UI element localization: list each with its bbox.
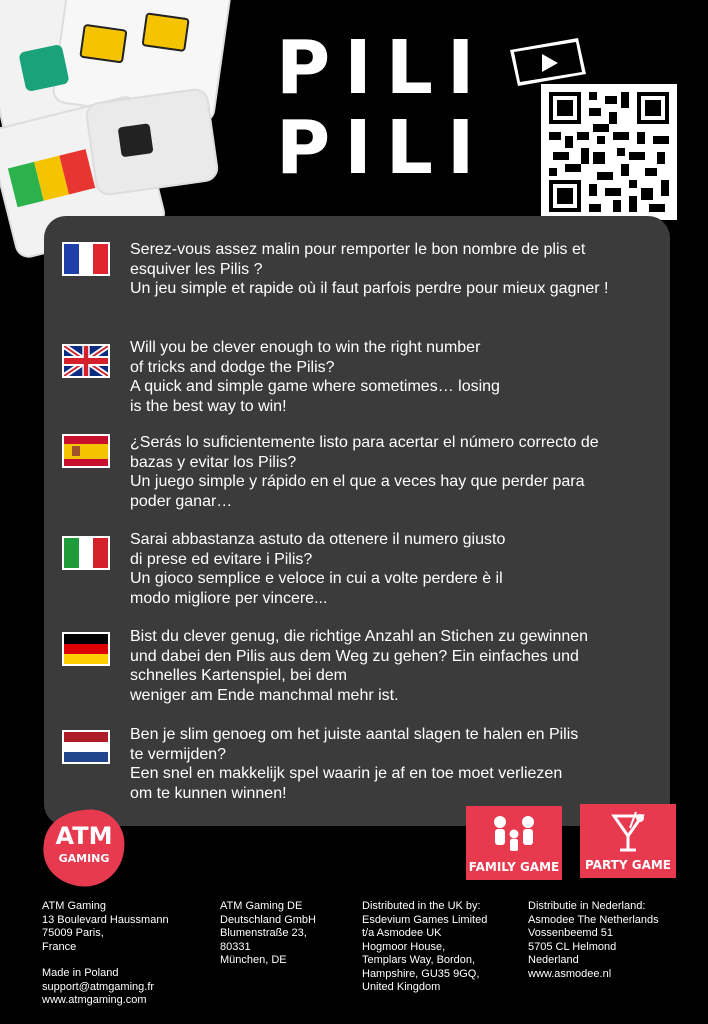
text-line: om te kunnen winnen! [130, 784, 287, 802]
footer-contact [42, 967, 154, 1008]
footer-atm-address [42, 900, 169, 954]
text-line: Sarai abbastanza astuto da ottenere il numero giusto [130, 531, 506, 548]
flag-netherlands-icon [62, 730, 110, 764]
qr-code[interactable] [541, 84, 677, 220]
address-line: t/a Asmodee UK [362, 927, 442, 939]
text-line: ¿Serás lo suficientemente listo para acertar el número correcto de [130, 434, 599, 451]
text-line: und dabei den Pilis aus dem Weg zu gehen? Ein einfaches und [130, 647, 579, 665]
address-line: Asmodee The Netherlands [528, 913, 659, 926]
text-line: weniger am Ende manchmal mehr ist. [130, 686, 399, 704]
logo-text-atm: ATM [55, 822, 113, 850]
game-title [276, 25, 489, 198]
address-line: Esdevium Games Limited [362, 913, 488, 926]
footer-uk-address [362, 900, 487, 995]
family-game-badge [466, 806, 562, 880]
family-game-label: FAMILY GAME [468, 860, 560, 874]
address-line: München, DE [220, 954, 287, 966]
flag-italy-icon [62, 536, 110, 570]
address-line: Hogmoor House, [362, 940, 446, 953]
footer-de-address [220, 900, 316, 968]
text-line: te vermijden? [130, 745, 227, 763]
made-in-text: Made in Poland [42, 967, 119, 979]
website-link[interactable]: www.atmgaming.com [42, 994, 147, 1006]
title-line-2: PILI [276, 105, 489, 191]
description-en [130, 338, 660, 416]
logo-text-gaming: GAMING [58, 852, 110, 865]
family-icon [466, 812, 562, 860]
text-line: Bist du clever genug, die richtige Anzahl an Stichen zu gewinnen [130, 628, 589, 645]
text-line: Un gioco semplice e veloce in cui a volte perdere è il [130, 570, 503, 587]
address-line: Distributie in Nederland: [528, 900, 646, 912]
game-card-decoration [84, 87, 220, 197]
text-line: of tricks and dodge the Pilis? [130, 358, 335, 376]
party-game-badge [580, 804, 676, 878]
address-line: France [42, 940, 77, 953]
address-line: 13 Boulevard Haussmann [42, 913, 169, 926]
text-line: bazas y evitar los Pilis? [130, 453, 297, 471]
text-line: esquiver les Pilis ? [130, 260, 263, 278]
description-fr [130, 240, 660, 299]
text-line: Will you be clever enough to win the right number [130, 339, 481, 356]
description-es [130, 433, 660, 511]
text-line: A quick and simple game where sometimes… losing [130, 378, 500, 395]
description-nl [130, 725, 660, 803]
address-line: Hampshire, GU35 9GQ, [362, 967, 480, 980]
text-line: Ben je slim genoeg om het juiste aantal slagen te halen en Pilis [130, 726, 579, 743]
text-line: Un juego simple y rápido en el que a veces hay que perder para [130, 473, 585, 490]
address-line: ATM Gaming [42, 900, 106, 912]
footer-nl-address [528, 900, 659, 981]
party-game-label: PARTY GAME [584, 858, 671, 872]
text-line: Serez-vous assez malin pour remporter le bon nombre de plis et [130, 241, 586, 258]
text-line: Een snel en makkelijk spel waarin je af en toe moet verliezen [130, 765, 563, 782]
address-line: Templars Way, Bordon, [362, 954, 476, 966]
text-line: modo migliore per vincere... [130, 589, 328, 607]
text-line: poder ganar… [130, 492, 233, 510]
text-line: is the best way to win! [130, 397, 287, 415]
support-email-link[interactable]: support@atmgaming.fr [42, 980, 155, 993]
flag-germany-icon [62, 632, 110, 666]
address-line: United Kingdom [362, 981, 441, 993]
text-line: di prese ed evitare i Pilis? [130, 550, 313, 568]
atm-gaming-logo [38, 806, 130, 892]
flag-france-icon [62, 242, 110, 276]
title-line-1: PILI [276, 25, 489, 111]
address-line: 75009 Paris, [42, 927, 104, 939]
description-de [130, 627, 660, 705]
address-line: Blumenstraße 23, [220, 927, 307, 939]
flag-uk-icon [62, 344, 110, 378]
address-line: Nederland [528, 954, 579, 966]
description-it [130, 530, 660, 608]
address-line: 5705 CL Helmond [528, 940, 617, 953]
text-line: Un jeu simple et rapide où il faut parfois perdre pour mieux gagner ! [130, 280, 609, 297]
video-icon [508, 36, 588, 88]
address-line: Deutschland GmbH [220, 913, 316, 926]
address-line: Distributed in the UK by: [362, 900, 481, 912]
address-line: ATM Gaming DE [220, 900, 303, 912]
website-link[interactable]: www.asmodee.nl [528, 967, 612, 980]
address-line: 80331 [220, 940, 251, 953]
text-line: schnelles Kartenspiel, bei dem [130, 667, 348, 684]
address-line: Vossenbeemd 51 [528, 927, 614, 939]
flag-spain-icon [62, 434, 110, 468]
cocktail-icon [580, 810, 676, 858]
